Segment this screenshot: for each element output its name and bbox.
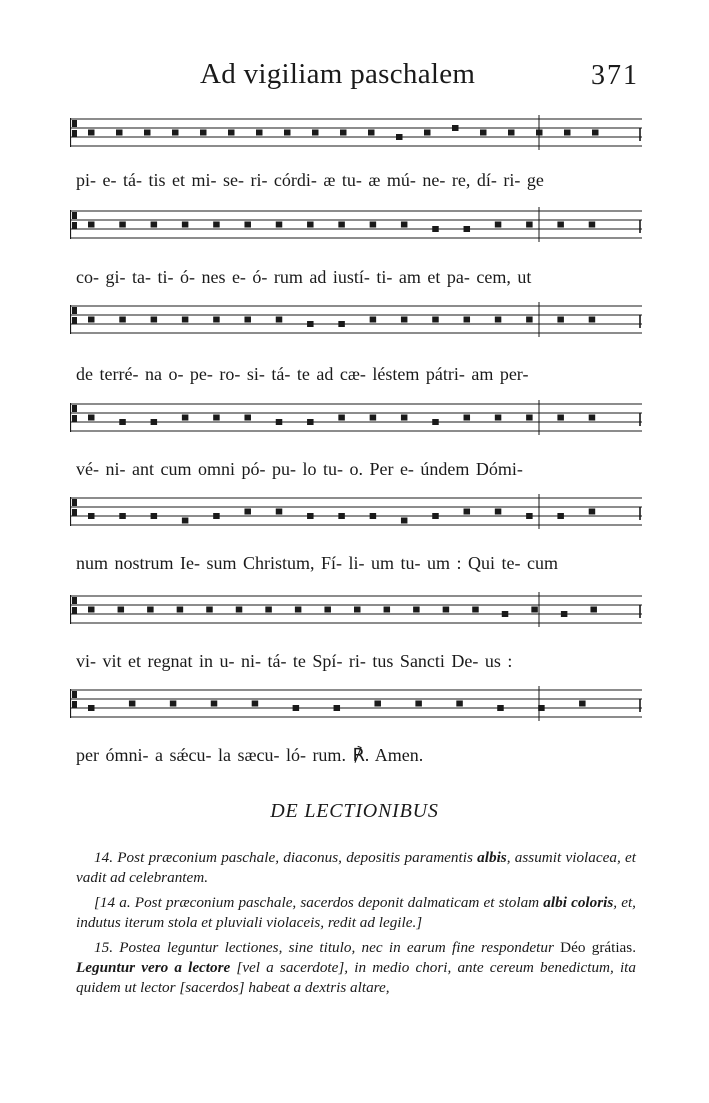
neume-note bbox=[338, 513, 345, 519]
neume-note bbox=[119, 222, 126, 228]
neume-note bbox=[307, 513, 314, 519]
neume-note bbox=[88, 130, 95, 136]
neume-note bbox=[151, 222, 158, 228]
neume-note bbox=[151, 419, 158, 425]
neume-note bbox=[200, 130, 207, 136]
rubric-number: 14. bbox=[94, 849, 113, 866]
neume-note bbox=[88, 513, 95, 519]
clef-mark bbox=[72, 317, 77, 324]
neume-note bbox=[88, 705, 95, 711]
clef-mark bbox=[72, 499, 77, 506]
chant-lyric-7: per ómni- a sǽcu- la sæcu- ló- rum. ℟. Amen. bbox=[76, 745, 424, 765]
staff-graphic bbox=[70, 398, 642, 448]
chant-lyric-4: vé- ni- ant cum omni pó- pu- lo tu- o. Per e- úndem Dómi- bbox=[76, 459, 523, 479]
rubric-number: [14 a. bbox=[94, 894, 131, 911]
neume-note bbox=[213, 513, 220, 519]
page-number: 371 bbox=[591, 60, 639, 91]
neume-note bbox=[579, 701, 586, 707]
neume-note bbox=[531, 607, 538, 613]
chant-staff-1 bbox=[70, 113, 642, 163]
neume-note bbox=[590, 607, 597, 613]
neume-note bbox=[464, 415, 471, 421]
neume-note bbox=[401, 518, 408, 524]
chant-staff-7 bbox=[70, 684, 642, 734]
neume-note bbox=[170, 701, 177, 707]
staff-graphic bbox=[70, 205, 642, 255]
neume-note bbox=[236, 607, 243, 613]
neume-note bbox=[424, 130, 431, 136]
neume-note bbox=[526, 513, 533, 519]
neume-note bbox=[443, 607, 450, 613]
neume-note bbox=[526, 222, 533, 228]
neume-note bbox=[480, 130, 487, 136]
neume-note bbox=[88, 222, 95, 228]
neume-note bbox=[464, 317, 471, 323]
neume-note bbox=[307, 419, 314, 425]
neume-note bbox=[252, 701, 259, 707]
clef-mark bbox=[72, 222, 77, 229]
neume-note bbox=[370, 513, 377, 519]
neume-note bbox=[244, 222, 251, 228]
neume-note bbox=[432, 226, 439, 232]
staff-graphic bbox=[70, 684, 642, 734]
neume-note bbox=[213, 415, 220, 421]
neume-note bbox=[508, 130, 515, 136]
page-title: Ad vigiliam paschalem bbox=[200, 58, 476, 90]
neume-note bbox=[256, 130, 263, 136]
neume-note bbox=[151, 317, 158, 323]
neume-note bbox=[129, 701, 136, 707]
neume-note bbox=[307, 222, 314, 228]
neume-note bbox=[526, 317, 533, 323]
neume-note bbox=[589, 317, 596, 323]
neume-note bbox=[589, 415, 596, 421]
neume-note bbox=[340, 130, 347, 136]
chant-staff-4 bbox=[70, 398, 642, 448]
neume-note bbox=[244, 317, 251, 323]
neume-note bbox=[276, 317, 283, 323]
neume-note bbox=[452, 125, 459, 131]
chant-lyric-3: de terré- na o- pe- ro- si- tá- te ad cæ- léstem pátri- am per- bbox=[76, 364, 529, 384]
neume-note bbox=[464, 509, 471, 515]
neume-note bbox=[88, 607, 95, 613]
neume-note bbox=[116, 130, 123, 136]
neume-note bbox=[177, 607, 184, 613]
neume-note bbox=[182, 222, 189, 228]
neume-note bbox=[228, 130, 235, 136]
neume-note bbox=[472, 607, 479, 613]
neume-note bbox=[502, 611, 509, 617]
neume-note bbox=[401, 317, 408, 323]
neume-note bbox=[295, 607, 302, 613]
clef-mark bbox=[72, 691, 77, 698]
clef-mark bbox=[72, 415, 77, 422]
neume-note bbox=[307, 321, 314, 327]
neume-note bbox=[338, 222, 345, 228]
neume-note bbox=[495, 222, 502, 228]
neume-note bbox=[324, 607, 331, 613]
clef-mark bbox=[72, 307, 77, 314]
neume-note bbox=[557, 415, 564, 421]
neume-note bbox=[213, 317, 220, 323]
neume-note bbox=[589, 509, 596, 515]
clef-mark bbox=[72, 509, 77, 516]
neume-note bbox=[119, 419, 126, 425]
neume-note bbox=[368, 130, 375, 136]
chant-lyric-2: co- gi- ta- ti- ó- nes e- ó- rum ad iustí- ti- am et pa- cem, ut bbox=[76, 267, 532, 287]
clef-mark bbox=[72, 405, 77, 412]
neume-note bbox=[182, 415, 189, 421]
clef-mark bbox=[72, 130, 77, 137]
chant-staff-5 bbox=[70, 492, 642, 542]
neume-note bbox=[338, 415, 345, 421]
neume-note bbox=[244, 509, 251, 515]
section-title: DE LECTIONIBUS bbox=[270, 800, 439, 822]
neume-note bbox=[276, 419, 283, 425]
neume-note bbox=[432, 317, 439, 323]
neume-note bbox=[456, 701, 463, 707]
neume-note bbox=[312, 130, 319, 136]
neume-note bbox=[206, 607, 213, 613]
neume-note bbox=[147, 607, 154, 613]
clef-mark bbox=[72, 597, 77, 604]
neume-note bbox=[244, 415, 251, 421]
neume-note bbox=[396, 134, 403, 140]
neume-note bbox=[88, 317, 95, 323]
neume-note bbox=[354, 607, 361, 613]
neume-note bbox=[284, 130, 291, 136]
neume-note bbox=[589, 222, 596, 228]
clef-mark bbox=[72, 120, 77, 127]
chant-staff-6 bbox=[70, 590, 642, 640]
neume-note bbox=[334, 705, 341, 711]
neume-note bbox=[415, 701, 422, 707]
rubric-14: 14. Post præconium paschale, diaconus, depositis paramentis albis, assumit violacea, et vadit ad celebrantem. bbox=[76, 849, 636, 886]
neume-note bbox=[464, 226, 471, 232]
staff-graphic bbox=[70, 300, 642, 350]
chant-staff-2 bbox=[70, 205, 642, 255]
neume-note bbox=[557, 222, 564, 228]
neume-note bbox=[338, 321, 345, 327]
neume-note bbox=[495, 509, 502, 515]
neume-note bbox=[370, 415, 377, 421]
rubric-14a: [14 a. Post præconium paschale, sacerdos deponit dalmaticam et stolam albi coloris, et, indutus iterum stola et pluviali violaceis, redit ad legile.] bbox=[76, 894, 636, 931]
neume-note bbox=[432, 419, 439, 425]
neume-note bbox=[144, 130, 151, 136]
neume-note bbox=[182, 317, 189, 323]
neume-note bbox=[561, 611, 568, 617]
neume-note bbox=[526, 415, 533, 421]
page-header bbox=[0, 52, 709, 96]
neume-note bbox=[370, 317, 377, 323]
neume-note bbox=[119, 513, 126, 519]
neume-note bbox=[172, 130, 179, 136]
clef-mark bbox=[72, 607, 77, 614]
neume-note bbox=[401, 222, 408, 228]
neume-note bbox=[211, 701, 218, 707]
neume-note bbox=[557, 317, 564, 323]
chant-lyric-6: vi- vit et regnat in u- ni- tá- te Spí- ri- tus Sancti De- us : bbox=[76, 651, 513, 671]
neume-note bbox=[401, 415, 408, 421]
clef-mark bbox=[72, 212, 77, 219]
chant-lyric-5: num nostrum Ie- sum Christum, Fí- li- um tu- um : Qui te- cum bbox=[76, 553, 558, 573]
chant-lyric-1: pi- e- tá- tis et mi- se- ri- córdi- æ tu- æ mú- ne- re, dí- ri- ge bbox=[76, 170, 544, 190]
neume-note bbox=[374, 701, 381, 707]
chant-staff-3 bbox=[70, 300, 642, 350]
neume-note bbox=[592, 130, 599, 136]
staff-graphic bbox=[70, 590, 642, 640]
neume-note bbox=[413, 607, 420, 613]
neume-note bbox=[495, 317, 502, 323]
rubric-15: 15. Postea leguntur lectiones, sine titulo, nec in earum fine respondetur Déo grátias. Leguntur vero a lectore [vel a sacerdote], in medio chori, ante cereum benedictum, ita quidem ut lector [sacerdos] habeat a dextris altare, bbox=[76, 939, 637, 996]
neume-note bbox=[384, 607, 391, 613]
neume-note bbox=[182, 518, 189, 524]
clef-mark bbox=[72, 701, 77, 708]
neume-note bbox=[265, 607, 272, 613]
neume-note bbox=[118, 607, 125, 613]
neume-note bbox=[151, 513, 158, 519]
neume-note bbox=[564, 130, 571, 136]
staff-graphic bbox=[70, 492, 642, 542]
neume-note bbox=[370, 222, 377, 228]
neume-note bbox=[213, 222, 220, 228]
neume-note bbox=[497, 705, 504, 711]
neume-note bbox=[293, 705, 300, 711]
neume-note bbox=[557, 513, 564, 519]
rubric-number: 15. bbox=[94, 939, 113, 956]
neume-note bbox=[119, 317, 126, 323]
staff-graphic bbox=[70, 113, 642, 163]
neume-note bbox=[432, 513, 439, 519]
neume-note bbox=[495, 415, 502, 421]
neume-note bbox=[276, 509, 283, 515]
neume-note bbox=[276, 222, 283, 228]
neume-note bbox=[88, 415, 95, 421]
